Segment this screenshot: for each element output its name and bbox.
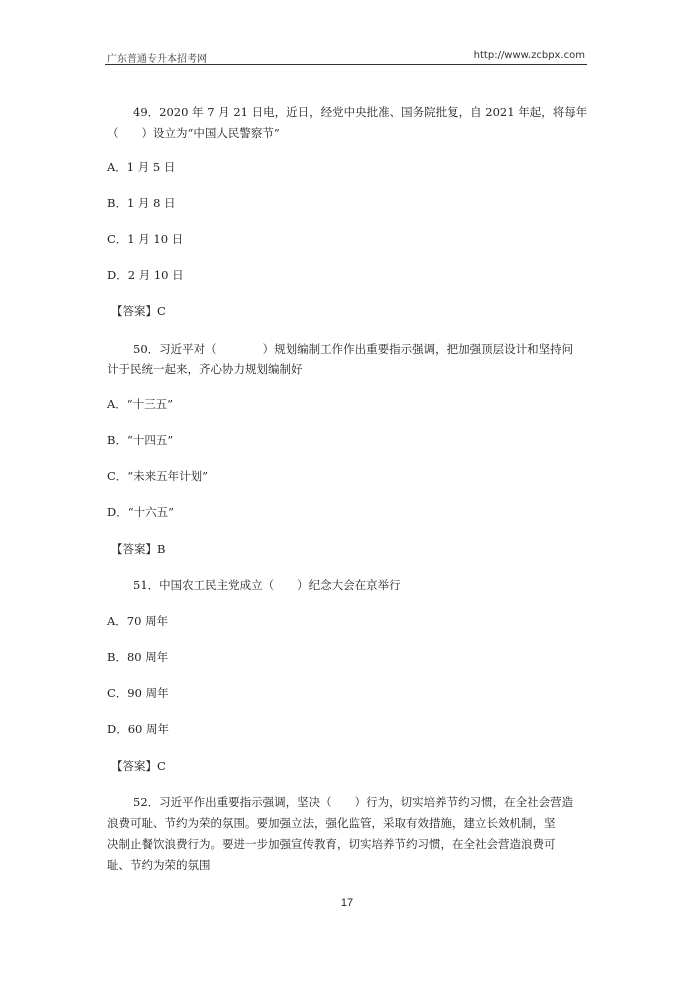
question-51-option-c: C．90 周年 [107,686,169,700]
header-site-name: 广东普通专升本招考网 [107,54,207,65]
question-51-option-b: B．80 周年 [107,650,169,664]
question-50-answer: 【答案】B [111,542,166,556]
question-49-line-2: （ ）设立为“中国人民警察节” [107,126,280,140]
question-52-line-4: 耻、节约为荣的氛围 [107,858,211,872]
question-50-option-c: C．“未来五年计划” [107,469,209,483]
question-49-answer: 【答案】C [111,304,166,318]
question-50-option-a: A．“十三五” [107,397,174,411]
header-url[interactable]: http://www.zcbpx.com [473,50,585,61]
question-52-line-1: 52．习近平作出重要指示强调，坚决（ ）行为，切实培养节约习惯，在全社会营造 [133,795,574,809]
question-49-line-1: 49．2020 年 7 月 21 日电，近日，经党中央批准、国务院批复，自 2021 年起，将每年 [133,105,588,119]
question-51-answer: 【答案】C [111,759,166,773]
page-number: 17 [340,897,354,909]
question-50-option-d: D．“十六五” [107,505,174,519]
question-51-line-1: 51．中国农工民主党成立（ ）纪念大会在京举行 [133,578,401,592]
question-52-line-3: 决制止餐饮浪费行为。要进一步加强宣传教育，切实培养节约习惯，在全社会营造浪费可 [107,837,556,851]
question-52-line-2: 浪费可耻、节约为荣的氛围。要加强立法，强化监管，采取有效措施，建立长效机制，坚 [107,816,556,830]
question-49-option-d: D．2 月 10 日 [107,268,184,282]
question-51-option-a: A．70 周年 [107,614,169,628]
question-49-option-c: C．1 月 10 日 [107,232,184,246]
header-rule [105,64,587,65]
question-49-option-b: B．1 月 8 日 [107,196,176,210]
question-50-line-2: 计于民统一起来，齐心协力规划编制好 [107,362,303,376]
question-50-option-b: B．“十四五” [107,433,174,447]
question-51-option-d: D．60 周年 [107,722,170,736]
question-49-option-a: A．1 月 5 日 [107,160,176,174]
question-50-line-1: 50．习近平对（ ）规划编制工作作出重要指示强调，把加强顶层设计和坚持问 [133,342,574,356]
